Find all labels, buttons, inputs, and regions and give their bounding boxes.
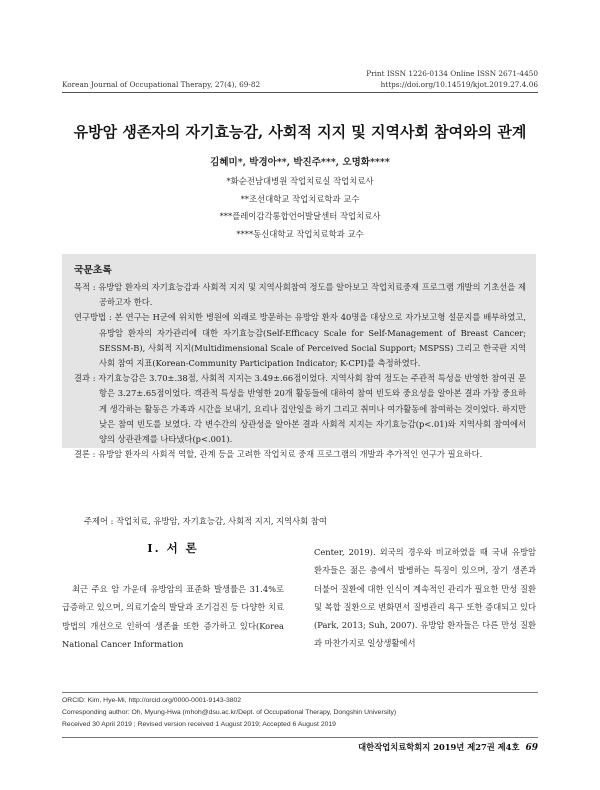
keywords-line: 주제어 : 작업치료, 유방암, 자기효능감, 사회적 지지, 지역사회 참여 [84,516,327,526]
footer-journal-volume: 대한작업치료학회지 2019년 제27권 제4호 [358,742,520,752]
intro-right-column: Center, 2019). 외국의 경우와 비교하였을 때 국내 유방암 환자들은 젊은 층에서 발병하는 특징이 있으며, 장기 생존과 더불어 질환에 대한 인식이 계속적인 관리가 필요한 만성 질환 및 복합 질환으로 변화면서 질병관리 욕구 또한 증대되고 있다(Park, 2013; Suh, 2007). 유방암 환자들은 다른 만성 질환과 마찬가지로 일상생활에서 [314,547,536,649]
footer-divider [62,737,538,738]
page-number: 69 [525,743,538,753]
journal-citation: Korean Journal of Occupational Therapy, 27(4), 69-82 [62,80,261,89]
abstract-heading: 국문초록 [74,265,112,276]
journal-header [62,68,538,90]
abstract-body [74,280,526,462]
affiliation-1: *화순전남대병원 작업치료실 작업치료사 [226,176,374,186]
abstract-results: 결과 : 자기효능감은 3.70±.38점, 사회적 지지는 3.49±.66점이었다. 지역사회 참여 정도는 주관적 특성을 반영한 참여권 문항은 3.27±.65점이었다. 객관적 특성을 반영한 20개 활동들에 대하여 참여 빈도와 중요성을 알아본 결과 가장 중요하게 생각하는 활동은 가족과 시간을 보내기, 요리나 집안일을 하기 그리고 취미나 여가활동에 참여하는 것이었다. 하지만 낮은 참여 빈도를 보였다. 각 변수간의 상관성을 알아본 결과 사회적 지지는 자기효능감(p<.01)와 지역사회 참여에서 양의 상관관계를 나타냈다(p<.001). [74,373,526,445]
page-footer [358,741,538,753]
abstract-methods: 연구방법 : 본 연구는 H군에 위치한 병원에 외래로 방문하는 유방암 환자 40명을 대상으로 자가보고형 설문지를 배부하였고, 유방암 환자의 자가관리에 대한 자기효능감(Self-Efficacy Scale for Self-Management of Breast Cancer; SESSM-B), 사회적 지지(Multidimensional Scale of Perceived Social Support; MSPSS) 그리고 한국판 지역사회 참여 지표(Korean-Community Participation Indicator; K-CPI)를 측정하였다. [74,312,526,369]
affiliation-3: ***플레이감각통합언어발달센터 작업치료사 [219,211,381,221]
abstract-purpose: 목적 : 유방암 환자의 자기효능감과 사회적 지지 및 지역사회참여 정도를 알아보고 작업치료중재 프로그램 개발의 기초선을 제공하고자 한다. [74,282,526,308]
abstract-box [62,254,536,460]
corresponding-author-note: Corresponding author: Oh, Myung-Hwa (mhoh@dsu.ac.kr/Dept. of Occupational Therapy, Dongshin University) [62,708,397,716]
orcid-note: ORCID: Kim, Hye-Mi, http://orcid.org/0000-0001-9143-3802 [62,697,242,704]
footnote-divider [62,692,538,693]
header-divider [62,92,538,93]
author-list: 김혜미*, 박경아**, 박진주***, 오명화**** [210,157,390,168]
intro-left-column: 최근 주요 암 가운데 유방암의 표준화 발생률은 31.4%로 급증하고 있으며, 의료기술의 발달과 조기검진 등 다양한 치료 방법의 개선으로 인하여 생존율 또한 증가하고 있다(Korea National Cancer Information [62,584,284,649]
section-heading-introduction: Ⅰ. 서 론 [147,541,199,555]
affiliations [0,173,600,243]
affiliation-2: **조선대학교 작업치료학과 교수 [240,193,360,204]
doi-link[interactable]: https://doi.org/10.14519/kjot.2019.27.4.06 [380,80,538,89]
footnotes [62,695,396,730]
paper-title: 유방암 생존자의 자기효능감, 사회적 지지 및 지역사회 참여와의 관계 [73,123,527,141]
received-dates-note: Received 30 April 2019 ; Revised version received 1 August 2019; Accepted 6 August 2019 [62,720,336,728]
abstract-conclusion: 결론 : 유방암 환자의 사회적 역할, 관계 등을 고려한 작업치료 중재 프로그램의 개발과 추가적인 연구가 필요하다. [74,449,483,460]
issn-line: Print ISSN 1226-0134 Online ISSN 2671-4450 [366,69,538,78]
affiliation-4: ****동신대학교 작업치료학과 교수 [236,228,364,239]
